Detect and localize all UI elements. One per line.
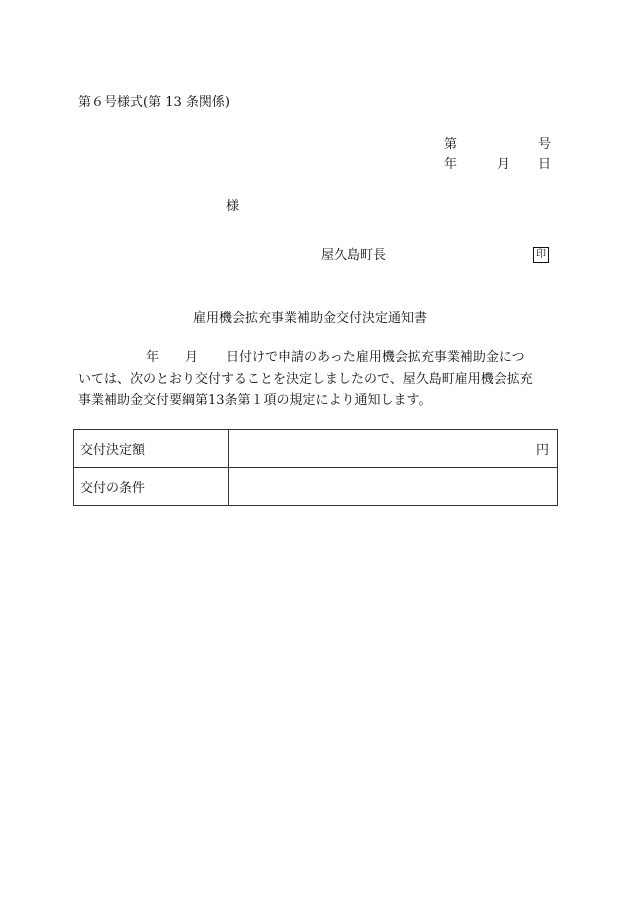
grant-info-table <box>73 429 558 506</box>
document-title: 雇用機会拡充事業補助金交付決定通知書 <box>193 311 428 326</box>
date-year-label: 年 <box>444 157 458 172</box>
form-number: 第６号様式(第 13 条関係) <box>78 95 230 110</box>
table-row <box>74 468 558 506</box>
seal-stamp: 印 <box>533 247 549 263</box>
addressee-suffix: 様 <box>226 199 240 214</box>
table-row <box>74 430 558 468</box>
grant-conditions-field[interactable] <box>229 468 558 506</box>
date-month-label: 月 <box>497 157 511 172</box>
doc-number-prefix: 第 <box>444 137 458 152</box>
grant-amount-label: 交付決定額 <box>74 430 229 468</box>
doc-number-suffix: 号 <box>538 137 552 152</box>
grant-conditions-label: 交付の条件 <box>74 468 229 506</box>
body-line-1-text: 日付けで申請のあった雇用機会拡充事業補助金につ <box>226 350 525 365</box>
issuer-name: 屋久島町長 <box>321 248 387 263</box>
body-line-2: いては、次のとおり交付することを決定しましたので、屋久島町雇用機会拡充 <box>78 372 533 387</box>
grant-amount-field[interactable]: 円 <box>229 430 558 468</box>
body-month: 月 <box>185 350 199 365</box>
body-year: 年 <box>146 350 160 365</box>
date-day-label: 日 <box>538 157 552 172</box>
body-line-1 <box>78 350 525 366</box>
body-line-3: 事業補助金交付要綱第13条第１項の規定により通知します。 <box>78 393 432 408</box>
